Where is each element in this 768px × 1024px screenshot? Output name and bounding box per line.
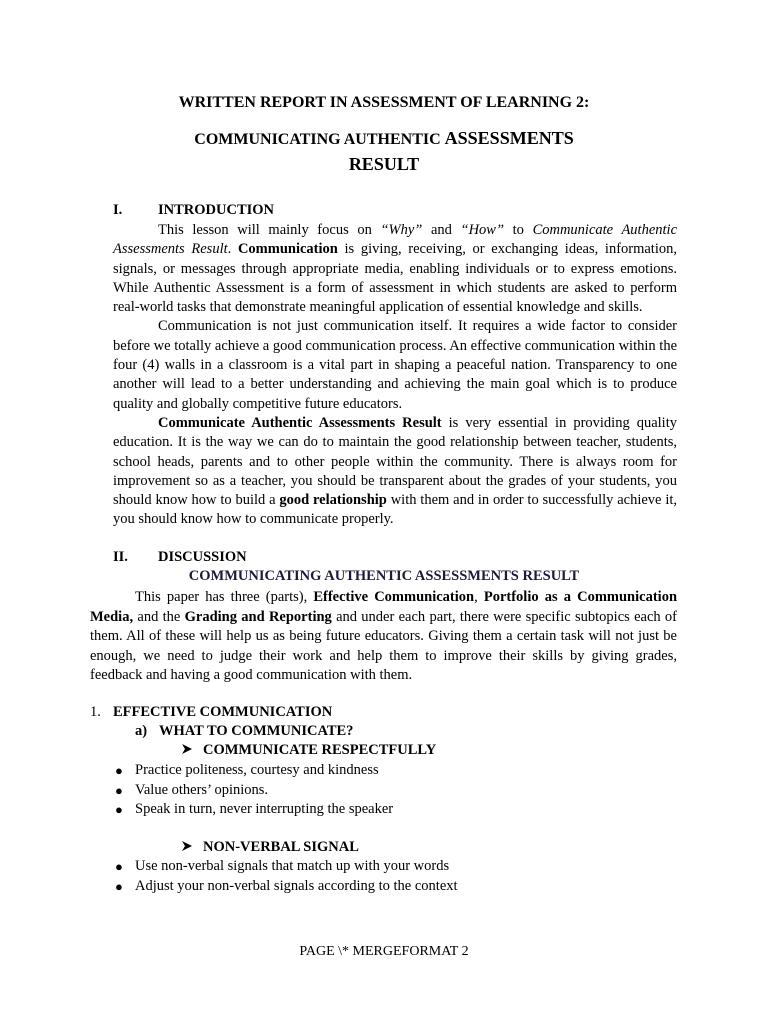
list-item: ● Adjust your non-verbal signals according to the context	[113, 877, 458, 897]
round-bullet-icon: ●	[115, 878, 123, 894]
arrowhead-bullet-icon	[181, 839, 193, 858]
part1-number: 1.	[90, 704, 101, 720]
section2-numeral: II.	[113, 549, 128, 565]
discussion-paragraph: This paper has three (parts), Effective Communication, Portfolio as a Communication Media, and the Grading and Reporting and under each part, there were specific subtopics each of them. All of these will help us as being future educators. Giving them a certain task will not just be enough, we need to judge their work and help them to improve their skills by giving grades, feedback and having a good communication with them.	[90, 589, 678, 683]
subtitle-part1: COMMUNICATING AUTHENTIC	[194, 131, 445, 148]
round-bullet-icon: ●	[115, 802, 123, 817]
list-item: ● Practice politeness, courtesy and kindness	[113, 761, 393, 781]
nonverbal-bullet-list	[113, 857, 458, 896]
part1-heading: EFFECTIVE COMMUNICATION	[113, 704, 333, 720]
intro-paragraph-2: Communication is not just communication itself. It requires a wide factor to consider before we totally achieve a good communication process. An effective communication within the four (4) walls in a classroom is a vital part in shaping a peaceful nation. Transparency to one another will lead to a better understanding and achieving the main goal which is to produce quality and globally competitive future educators.	[113, 318, 677, 412]
sub-a-label: a)	[135, 723, 148, 739]
round-bullet-icon: ●	[115, 859, 123, 874]
introduction-body	[113, 221, 677, 530]
subtitle-line3: RESULT	[348, 154, 420, 174]
list-item: ● Speak in turn, never interrupting the speaker	[113, 800, 393, 820]
round-bullet-icon: ●	[115, 782, 123, 798]
sub-a-heading: WHAT TO COMMUNICATE?	[159, 723, 354, 739]
respect-bullet-list	[113, 761, 393, 820]
list-item: ● Value others’ opinions.	[113, 781, 393, 801]
intro-paragraph-3: Communicate Authentic Assessments Result is very essential in providing quality education. It is the way we can do to maintain the good relationship between teacher, students, school heads, parents and to other people within the community. There is always room for improvement so as a teacher, you should be transparent about the grades of your students, you should know how to build a good relationship with them and in order to successfully achieve it, you should know how to communicate properly.	[113, 414, 678, 528]
page-footer: PAGE \* MERGEFORMAT 2	[299, 944, 469, 959]
report-subtitle	[0, 126, 768, 176]
list-item: ● Use non-verbal signals that match up with your words	[113, 857, 458, 877]
section2-heading: DISCUSSION	[158, 549, 247, 565]
discussion-subheading: COMMUNICATING AUTHENTIC ASSESSMENTS RESULT	[188, 568, 580, 584]
arrow-heading-respectfully: COMMUNICATE RESPECTFULLY	[203, 742, 437, 758]
report-title: WRITTEN REPORT IN ASSESSMENT OF LEARNING 2:	[178, 94, 590, 111]
intro-paragraph-1: This lesson will mainly focus on “Why” and “How” to Communicate Authentic Assessments Result. Communication is giving, receiving, or exchanging ideas, information, signals, or messages through appropriate media, enabling individuals or to express emotions. While Authentic Assessment is a form of assessment in which students are asked to perform real-world tasks that demonstrate meaningful application of essential knowledge and skills.	[113, 222, 678, 316]
arrowhead-bullet-icon	[181, 742, 193, 761]
round-bullet-icon: ●	[115, 763, 123, 778]
section1-numeral: I.	[113, 202, 123, 218]
section1-heading: INTRODUCTION	[158, 202, 275, 218]
subtitle-part2: ASSESSMENTS	[444, 128, 574, 148]
arrow-heading-nonverbal: NON-VERBAL SIGNAL	[203, 839, 359, 855]
discussion-body	[90, 588, 677, 686]
